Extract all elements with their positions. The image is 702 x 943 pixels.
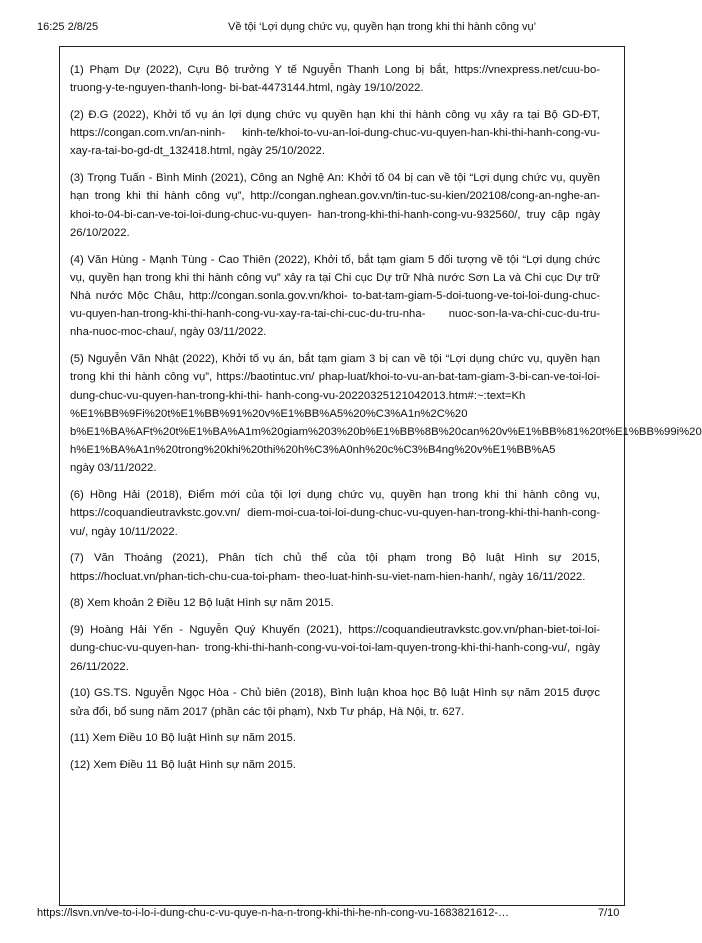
page-number: 7/10 <box>598 907 620 919</box>
reference-6: (6) Hồng Hải (2018), Điểm mới của tội lợi dụng chức vụ, quyền hạn trong khi thi hành công vụ, https://coquandieutravkstc.gov.vn/ diem-moi-cua-toi-loi-dung-chuc-vu-quyen-han-trong-khi-thi-hanh-cong-vu/, ngày 10/11/2022. <box>70 489 600 538</box>
reference-5-tail: ngày 03/11/2022. <box>70 462 157 475</box>
reference-8: (8) Xem khoản 2 Điều 12 Bộ luật Hình sự năm 2015. <box>70 597 334 610</box>
source-url[interactable]: https://lsvn.vn/ve-to-i-lo-i-dung-chu-c-vu-quye-n-ha-n-trong-khi-thi-he-nh-cong-vu-1683821612-… <box>37 907 509 919</box>
reference-5-lead: (5) Nguyễn Văn Nhật (2022), Khởi tố vụ án, bắt tạm giam 3 bị can về tội “Lợi dụng chức vụ, quyền hạn trong khi thi hành công vụ”, https://baotintuc.vn/ phap-luat/khoi-to-vu-an-bat-tam-giam-3-bi-can-ve-toi-loi-dung-chuc-vu-quyen-han-trong-khi-thi- hanh-cong-vu-20220325121042013.htm#:~:text=Kh <box>70 353 600 402</box>
reference-7: (7) Văn Thoáng (2021), Phân tích chủ thể của tội phạm trong Bộ luật Hình sự 2015, https://hocluat.vn/phan-tich-chu-cua-toi-pham- theo-luat-hinh-su-viet-nam-hien-hanh/, ngày 16/11/2022. <box>70 552 600 583</box>
reference-5-url-line-3: h%E1%BA%A1n%20trong%20khi%20thi%20h%C3%A0nh%20c%C3%B4ng%20v%E1%BB%A5 <box>70 444 556 457</box>
reference-5 <box>70 350 702 477</box>
reference-9: (9) Hoàng Hải Yến - Nguyễn Quý Khuyến (2021), https://coquandieutravkstc.gov.vn/phan-biet-toi-loi-dung-chuc-vu-quyen-han- trong-khi-thi-hanh-cong-vu-voi-toi-lam-quyen-trong-khi-thi-hanh-cong-vu/, ngày 26/11/2022. <box>70 624 600 673</box>
reference-3: (3) Trọng Tuấn - Bình Minh (2021), Công an Nghệ An: Khởi tố 04 bị can về tội “Lợi dụng chức vụ, quyền hạn trong khi thi hành công vụ”, http://congan.nghean.gov.vn/tin-tuc-su-kien/202108/cong-an-nghe-an-khoi-to-04-bi-can-ve-toi-loi-dung-chuc-vu-quyen- han-trong-khi-thi-hanh-cong-vu-932560/, truy cập ngày 26/10/2022. <box>70 172 600 239</box>
content-frame <box>59 46 702 906</box>
reference-5-url-line-2: b%E1%BA%AFt%20t%E1%BA%A1m%20giam%203%20b%E1%BB%8B%20can%20v%E1%BB%81%20t%E1%BB%99i%20 <box>70 426 702 439</box>
page-title: Về tội ‘Lợi dụng chức vụ, quyền hạn trong khi thi hành công vụ’ <box>228 21 537 33</box>
reference-1: (1) Phạm Dự (2022), Cựu Bộ trưởng Y tế Nguyễn Thanh Long bị bắt, https://vnexpress.net/cuu-bo-truong-y-te-nguyen-thanh-long- bi-bat-4473144.html, ngày 19/10/2022. <box>70 64 600 95</box>
reference-5-url-line-1: %E1%BB%9Fi%20t%E1%BB%91%20v%E1%BB%A5%20%C3%A1n%2C%20 <box>70 407 468 420</box>
print-datetime: 16:25 2/8/25 <box>37 21 99 33</box>
reference-4: (4) Văn Hùng - Mạnh Tùng - Cao Thiên (2022), Khởi tố, bắt tạm giam 5 đối tượng về tội “Lợi dụng chức vụ, quyền hạn trong khi thi hành công vụ” xảy ra tại Chi cục Dự trữ Nhà nước Sơn La và Chi cục Dự trữ Nhà nước Mộc Châu, http://congan.sonla.gov.vn/khoi- to-bat-tam-giam-5-doi-tuong-ve-toi-loi-dung-chuc-vu-quyen-han-trong-khi-thi-hanh-cong-vu-xay-ra-tai-chi-cuc-du-tru-nha- nuoc-son-la-va-chi-cuc-du-tru-nha-nuoc-moc-chau/, ngày 03/11/2022. <box>70 253 600 339</box>
reference-10: (10) GS.TS. Nguyễn Ngọc Hòa - Chủ biên (2018), Bình luận khoa học Bộ luật Hình sự năm 2015 được sửa đổi, bổ sung năm 2017 (phần các tội phạm), Nxb Tư pháp, Hà Nội, tr. 627. <box>70 687 600 718</box>
print-header <box>0 21 664 37</box>
print-footer <box>0 907 664 923</box>
reference-list <box>70 61 702 783</box>
reference-2: (2) Đ.G (2022), Khởi tố vụ án lợi dụng chức vụ quyền hạn khi thi hành công vụ xảy ra tại Bộ GD-ĐT, https://congan.com.vn/an-ninh- kinh-te/khoi-to-vu-an-loi-dung-chuc-vu-quyen-han-khi-thi-hanh-cong-vu-xay-ra-tai-bo-gd-dt_132418.html, ngày 25/10/2022. <box>70 109 600 158</box>
reference-11: (11) Xem Điều 10 Bộ luật Hình sự năm 2015. <box>70 732 296 745</box>
reference-12: (12) Xem Điều 11 Bộ luật Hình sự năm 2015. <box>70 759 296 772</box>
